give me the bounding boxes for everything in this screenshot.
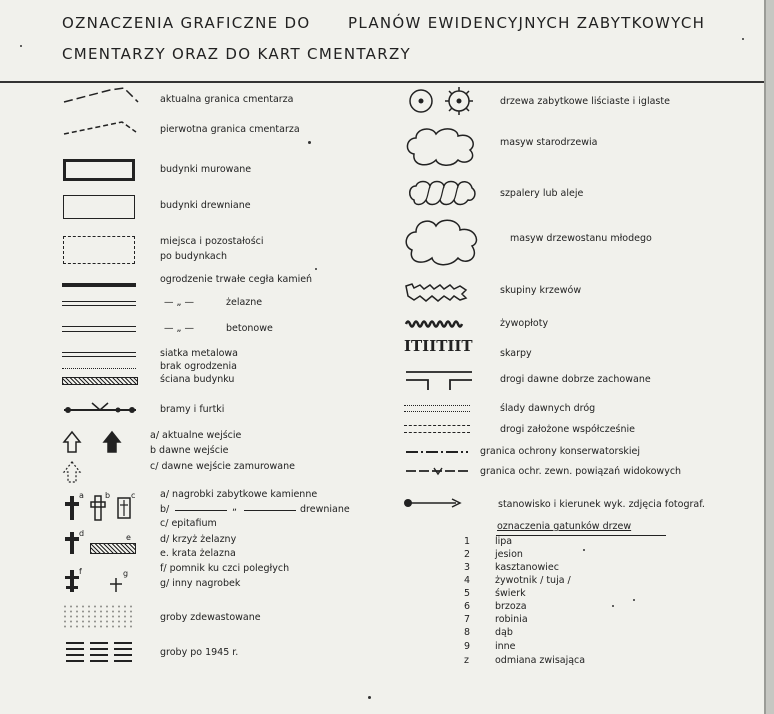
- building-wall-symbol: [62, 377, 138, 385]
- deciduous-tree-icon: [408, 88, 434, 114]
- label-young-tree-stand: masyw drzewostanu młodego: [510, 233, 652, 244]
- iron-cross-icon: [64, 530, 80, 556]
- species-header-underline: [496, 535, 666, 536]
- fence-iron-symbol-line2: [62, 305, 136, 306]
- coniferous-tree-icon: [444, 86, 474, 116]
- label-embankments: skarpy: [500, 348, 532, 359]
- no-fence-symbol: [62, 368, 136, 369]
- road-traces-symbol-line2: [404, 411, 470, 412]
- label-devastated-graves: groby zdewastowane: [160, 612, 261, 623]
- species-name: świerk: [495, 588, 526, 599]
- label-current-boundary: aktualna granica cmentarza: [160, 94, 294, 105]
- label-entrance-c: c/ dawne wejście zamurowane: [150, 461, 295, 472]
- entrance-walled-arrow-icon: [62, 460, 82, 484]
- gate-symbol: [62, 400, 138, 416]
- brick-building-symbol: [63, 159, 135, 181]
- letter-e: e: [126, 533, 131, 542]
- post-1945-graves-symbol: [64, 640, 136, 666]
- letter-d: d: [79, 529, 85, 538]
- label-tombstone-b-pre: b/: [160, 504, 170, 515]
- road-traces-symbol: [404, 405, 470, 406]
- label-iron-cross: d/ krzyż żelazny: [160, 534, 237, 545]
- fence-concrete-symbol-line2: [62, 331, 136, 332]
- label-wooden-buildings: budynki drewniane: [160, 200, 251, 211]
- species-num: z: [464, 655, 469, 666]
- label-tombstone-b-mid: „: [232, 502, 237, 513]
- young-tree-stand-symbol: [402, 214, 482, 266]
- species-num: 4: [464, 575, 471, 586]
- epitaph-icon: [116, 494, 132, 522]
- title-line2: CMENTARZY ORAZ DO KART CMENTARZY: [62, 45, 411, 63]
- wire-fence-symbol: [62, 352, 136, 353]
- label-post-1945-graves: groby po 1945 r.: [160, 647, 239, 658]
- species-num: 2: [464, 549, 471, 560]
- label-iron-grate: e. krata żelazna: [160, 548, 236, 559]
- label-building-wall: ściana budynku: [160, 374, 235, 385]
- label-view-boundary: granica ochr. zewn. powiązań widokowych: [480, 466, 682, 477]
- scan-speck: [315, 268, 317, 270]
- embankment-symbol: ΙΤΙΙΤΙΙΤ: [404, 337, 473, 355]
- label-historic-trees: drzewa zabytkowe liściaste i iglaste: [500, 96, 670, 107]
- label-fence-permanent: ogrodzenie trwałe cegła kamień: [160, 274, 313, 285]
- label-fence-iron-dash: — „ —: [164, 297, 194, 308]
- label-shrub-clusters: skupiny krzewów: [500, 285, 582, 296]
- label-fence-concrete: betonowe: [226, 323, 273, 334]
- current-boundary-symbol: [62, 84, 142, 110]
- iron-grate-symbol: [90, 543, 136, 554]
- tombstone-letter-b: b: [105, 491, 111, 500]
- label-fence-iron: żelazne: [226, 297, 263, 308]
- species-num: 8: [464, 627, 471, 638]
- species-num: 1: [464, 536, 471, 547]
- species-name: brzoza: [495, 601, 527, 612]
- label-modern-roads: drogi założone współcześnie: [500, 424, 636, 435]
- species-num: 6: [464, 601, 471, 612]
- label-hedges: żywopłoty: [500, 318, 549, 329]
- label-original-boundary: pierwotna granica cmentarza: [160, 124, 300, 135]
- label-gates: bramy i furtki: [160, 404, 225, 415]
- wire-fence-symbol-line2: [62, 356, 136, 357]
- label-brick-buildings: budynki murowane: [160, 164, 252, 175]
- scan-speck: [368, 696, 371, 699]
- species-name: jesion: [495, 549, 523, 560]
- old-tree-stand-symbol: [404, 124, 480, 166]
- species-name: żywotnik / tuja /: [495, 575, 571, 586]
- war-memorial-icon: [64, 568, 80, 594]
- label-entrance-a: a/ aktualne wejście: [150, 430, 242, 441]
- fence-concrete-symbol: [62, 326, 136, 327]
- old-road-symbol: [404, 368, 474, 392]
- letter-g: g: [123, 569, 129, 578]
- species-name: lipa: [495, 536, 513, 547]
- header-rule: [0, 81, 764, 83]
- fence-iron-symbol: [62, 301, 136, 302]
- label-remains-2: po budynkach: [160, 251, 227, 262]
- scan-speck: [583, 549, 585, 551]
- label-wire-fence: siatka metalowa: [160, 348, 238, 359]
- other-grave-icon: [108, 576, 124, 594]
- letter-f: f: [79, 567, 82, 576]
- entrance-filled-arrow-icon: [102, 430, 122, 454]
- tree-alley-symbol: [408, 178, 478, 208]
- label-tombstone-b-post: drewniane: [300, 504, 350, 515]
- label-remains-1: miejsca i pozostałości: [160, 236, 264, 247]
- species-num: 5: [464, 588, 471, 599]
- wooden-building-symbol: [63, 195, 135, 219]
- original-boundary-symbol: [62, 118, 142, 140]
- entrance-open-arrow-icon: [62, 430, 82, 454]
- stone-tombstone-icon: [64, 494, 80, 522]
- fence-permanent-symbol: [62, 283, 136, 287]
- species-num: 9: [464, 641, 471, 652]
- scan-speck: [20, 45, 22, 47]
- label-fence-concrete-dash: — „ —: [164, 323, 194, 334]
- tombstone-letter-a: a: [79, 491, 84, 500]
- label-entrance-b: b dawne wejście: [150, 445, 229, 456]
- label-photo-position: stanowisko i kierunek wyk. zdjęcia fotograf.: [498, 499, 705, 510]
- species-name: robinia: [495, 614, 528, 625]
- label-no-fence: brak ogrodzenia: [160, 361, 237, 372]
- species-header: oznaczenia gatunków drzew: [497, 521, 632, 532]
- scan-speck: [612, 605, 614, 607]
- tombstone-b-line-1: [175, 510, 227, 511]
- label-other-grave: g/ inny nagrobek: [160, 578, 241, 589]
- photo-position-symbol: [402, 496, 464, 510]
- title-line1-left: OZNACZENIA GRAFICZNE DO: [62, 14, 311, 32]
- modern-road-symbol-line2: [404, 432, 470, 433]
- title-line1-right: PLANÓW EWIDENCYJNYCH ZABYTKOWYCH: [348, 14, 706, 32]
- label-tree-alleys: szpalery lub aleje: [500, 188, 584, 199]
- scan-speck: [308, 141, 311, 144]
- label-old-tree-stand: masyw starodrzewia: [500, 137, 598, 148]
- modern-road-symbol: [404, 425, 470, 426]
- species-num: 7: [464, 614, 471, 625]
- building-remains-symbol: [63, 236, 135, 264]
- label-old-roads: drogi dawne dobrze zachowane: [500, 374, 651, 385]
- view-boundary-symbol: [404, 466, 470, 478]
- label-tombstone-a: a/ nagrobki zabytkowe kamienne: [160, 489, 318, 500]
- label-road-traces: ślady dawnych dróg: [500, 403, 596, 414]
- label-war-memorial: f/ pomnik ku czci poległych: [160, 563, 290, 574]
- conservation-boundary-symbol: [404, 448, 470, 456]
- species-name: kasztanowiec: [495, 562, 559, 573]
- label-tombstone-c: c/ epitafium: [160, 518, 217, 529]
- devastated-graves-symbol: [62, 604, 136, 630]
- species-name: odmiana zwisająca: [495, 655, 586, 666]
- label-conservation-boundary: granica ochrony konserwatorskiej: [480, 446, 641, 457]
- scan-speck: [633, 599, 635, 601]
- hedge-symbol: [404, 318, 466, 330]
- species-num: 3: [464, 562, 471, 573]
- scan-speck: [742, 38, 744, 40]
- scan-edge: [766, 0, 774, 714]
- tombstone-b-line-2: [244, 510, 296, 511]
- species-name: dąb: [495, 627, 513, 638]
- species-name: inne: [495, 641, 516, 652]
- shrub-cluster-symbol: [402, 280, 470, 304]
- wooden-tombstone-icon: [90, 494, 106, 522]
- tombstone-letter-c: c: [131, 491, 136, 500]
